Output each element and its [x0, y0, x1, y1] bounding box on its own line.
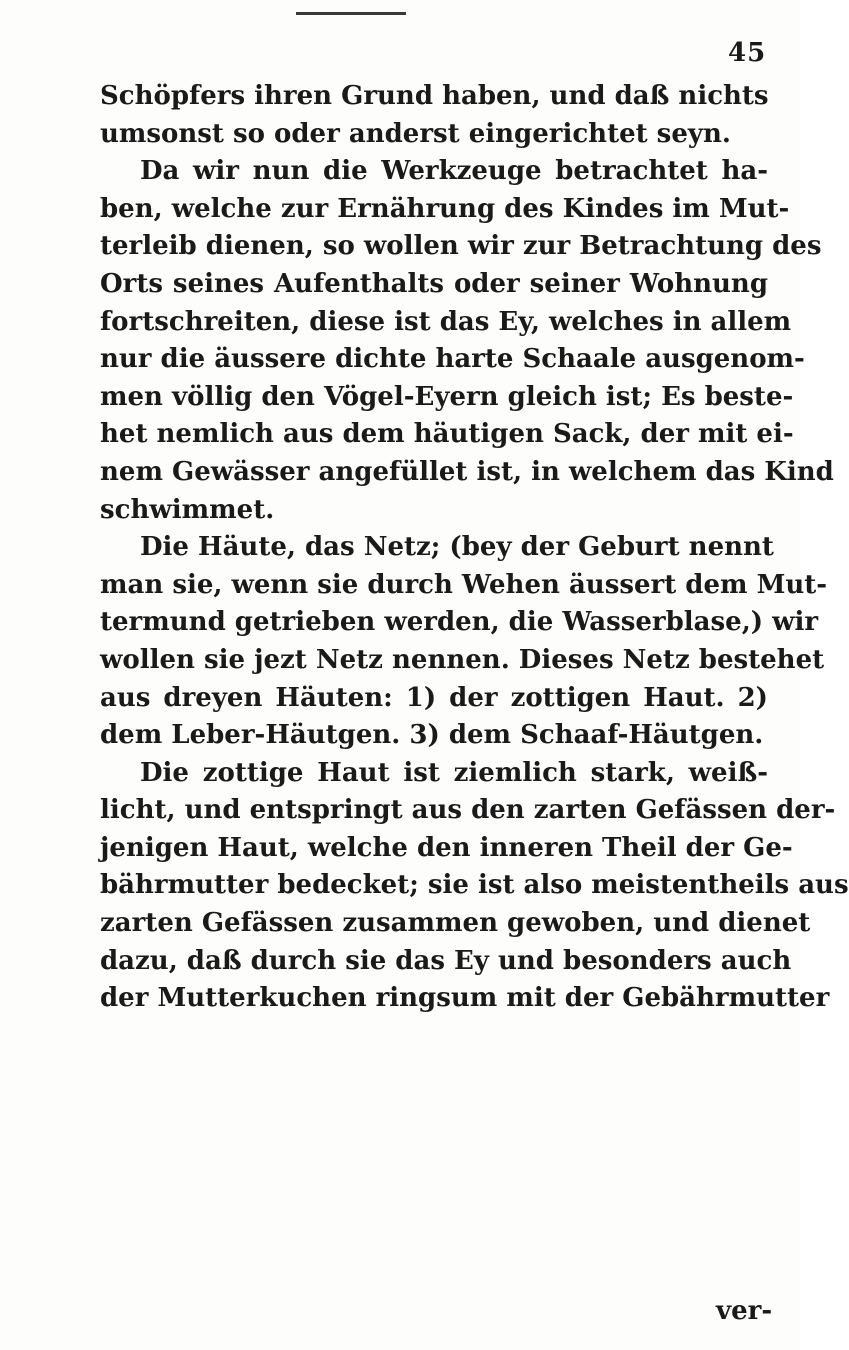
text-line: Die zottige Haut ist ziemlich stark, weiß- — [140, 757, 768, 788]
text-line: nur die äussere dichte harte Schaale ausgenom- — [100, 344, 805, 375]
text-line: licht, und entspringt aus den zarten Gefässen der- — [100, 795, 836, 826]
text-line: Orts seines Aufenthalts oder seiner Wohnung — [100, 268, 768, 299]
catchword: ver- — [716, 1296, 773, 1326]
text-line: aus dreyen Häuten: 1) der zottigen Haut. 2) — [100, 682, 768, 713]
text-line: Die Häute, das Netz; (bey der Geburt nennt — [140, 532, 774, 563]
text-line: men völlig den Vögel-Eyern gleich ist; Es beste- — [100, 381, 794, 412]
text-line: schwimmet. — [100, 494, 275, 525]
text-line: fortschreiten, diese ist das Ey, welches in allem — [100, 306, 792, 337]
text-line: het nemlich aus dem häutigen Sack, der mit ei- — [100, 419, 794, 450]
text-line: wollen sie jezt Netz nennen. Dieses Netz bestehet — [100, 644, 825, 675]
text-line: bährmutter bedecket; sie ist also meistentheils aus — [100, 870, 849, 901]
text-line: zarten Gefässen zusammen gewoben, und dienet — [100, 908, 811, 939]
text-line: dem Leber-Häutgen. 3) dem Schaaf-Häutgen. — [100, 720, 764, 751]
text-line: nem Gewässer angefüllet ist, in welchem das Kind — [100, 456, 834, 487]
text-line: Schöpfers ihren Grund haben, und daß nichts — [100, 81, 769, 111]
text-line: ben, welche zur Ernährung des Kindes im Mut- — [100, 193, 790, 224]
text-line: der Mutterkuchen ringsum mit der Gebährmutter — [100, 983, 830, 1014]
text-line: jenigen Haut, welche den inneren Theil der Ge- — [100, 832, 793, 863]
text-line: Da wir nun die Werkzeuge betrachtet ha- — [140, 156, 768, 187]
body-text — [100, 78, 849, 1018]
text-line: umsonst so oder anderst eingerichtet seyn. — [100, 118, 731, 149]
text-line: man sie, wenn sie durch Wehen äussert dem Mut- — [100, 569, 828, 600]
page-number: 45 — [728, 38, 767, 68]
text-line: dazu, daß durch sie das Ey und besonders auch — [100, 945, 792, 976]
header-rule — [296, 12, 406, 15]
text-line: terleib dienen, so wollen wir zur Betrachtung des — [100, 231, 822, 262]
text-line: termund getrieben werden, die Wasserblase,) wir — [100, 607, 819, 638]
